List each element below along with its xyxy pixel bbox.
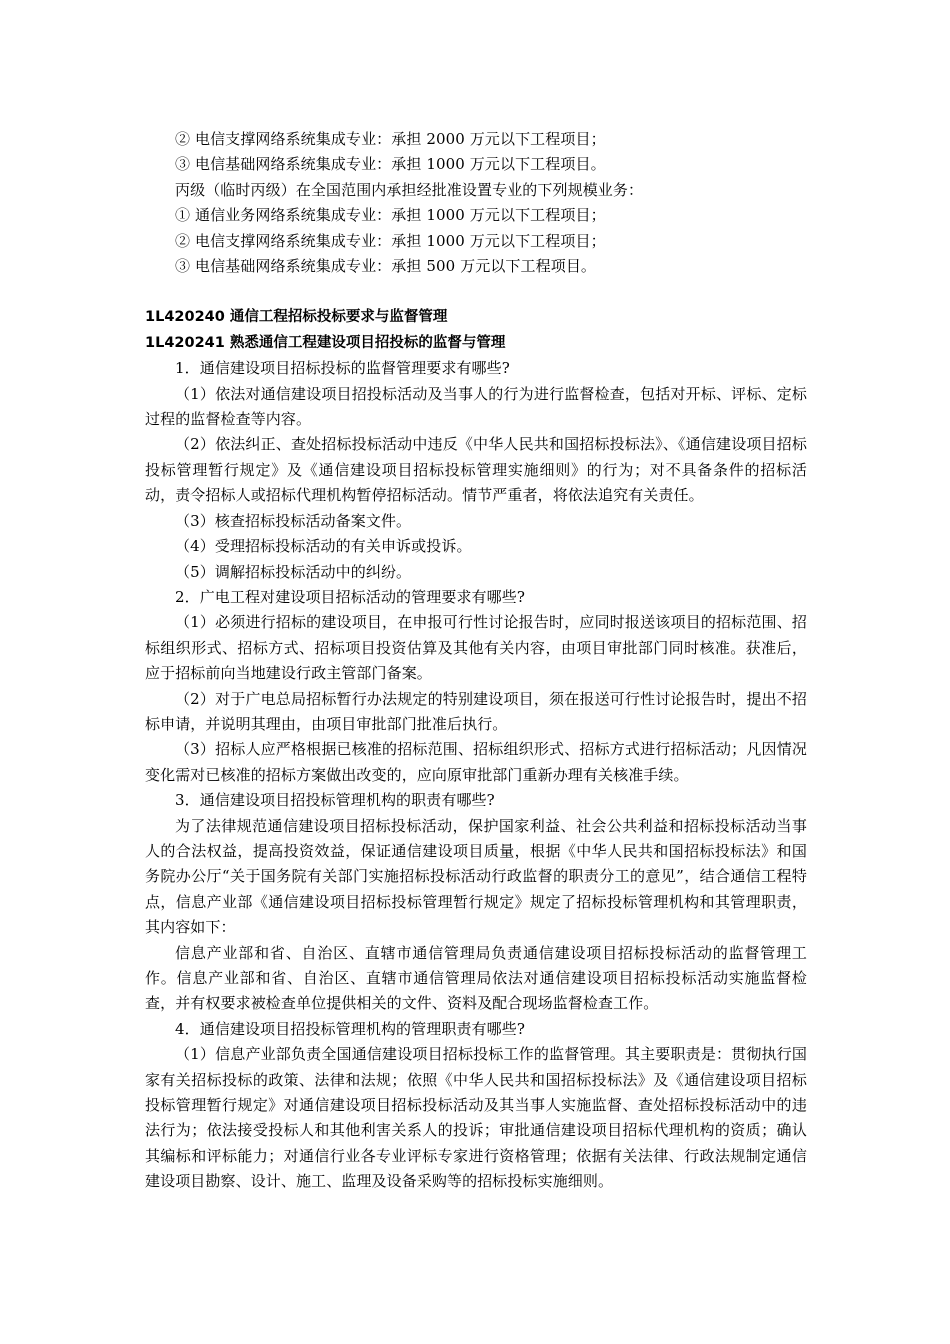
paragraph: 信息产业部和省、自治区、直辖市通信管理局负责通信建设项目招标投标活动的监督管理工作。信息产业部和省、自治区、直辖市通信管理局依法对通信建设项目招标投标活动实施监督检查，并有权要求被检查单位提供相关的文件、资料及配合现场监督检查工作。 bbox=[145, 943, 807, 1013]
paragraph: （5）调解招标投标活动中的纠纷。 bbox=[175, 562, 412, 581]
question-3: 3．通信建设项目招投标管理机构的职责有哪些? bbox=[175, 791, 495, 810]
intro-line: 丙级（临时丙级）在全国范围内承担经批准设置专业的下列规模业务： bbox=[175, 180, 644, 199]
document-body bbox=[145, 127, 807, 1195]
intro-line: ② 电信支撑网络系统集成专业：承担 2000 万元以下工程项目； bbox=[175, 130, 606, 148]
subsection-heading: 1L420241 熟悉通信工程建设项目招投标的监督与管理 bbox=[145, 334, 506, 351]
intro-line: ① 通信业务网络系统集成专业：承担 1000 万元以下工程项目； bbox=[175, 206, 606, 225]
paragraph: （3）招标人应严格根据已核准的招标范围、招标组织形式、招标方式进行招标活动；凡因情况变化需对已核准的招标方案做出改变的，应向原审批部门重新办理有关核准手续。 bbox=[145, 740, 807, 784]
paragraph: （3）核查招标投标活动备案文件。 bbox=[175, 511, 412, 530]
paragraph: （1）依法对通信建设项目招投标活动及当事人的行为进行监督检查，包括对开标、评标、定标过程的监督检查等内容。 bbox=[145, 384, 807, 429]
paragraph: （1）信息产业部负责全国通信建设项目招标投标工作的监督管理。其主要职责是：贯彻执行国家有关招标投标的政策、法律和法规；依照《中华人民共和国招标投标法》及《通信建设项目招标投标管理暂行规定》对通信建设项目招标投标活动及其当事人实施监督、查处招标投标活动中的违法行为；依法接受投标人和其他利害关系人的投诉；审批通信建设项目招标代理机构的资质；确认其编标和评标能力；对通信行业各专业评标专家进行资格管理；依据有关法律、行政法规制定通信建设项目勘察、设计、施工、监理及设备采购等的招标投标实施细则。 bbox=[145, 1045, 807, 1191]
paragraph: 为了法律规范通信建设项目招标投标活动，保护国家利益、社会公共利益和招标投标活动当事人的合法权益，提高投资效益，保证通信建设项目质量，根据《中华人民共和国招标投标法》和国务院办公厅“关于国务院有关部门实施招标投标活动行政监督的职责分工的意见”，结合通信工程特点，信息产业部《通信建设项目招标投标管理暂行规定》规定了招标投标管理机构和其管理职责，其内容如下： bbox=[145, 816, 807, 937]
question-4: 4．通信建设项目招投标管理机构的管理职责有哪些? bbox=[175, 1019, 525, 1038]
question-2: 2．广电工程对建设项目招标活动的管理要求有哪些? bbox=[175, 587, 525, 606]
section-heading: 1L420240 通信工程招标投标要求与监督管理 bbox=[145, 309, 448, 326]
section-gap bbox=[145, 279, 807, 305]
intro-line: ③ 电信基础网络系统集成专业：承担 500 万元以下工程项目。 bbox=[175, 257, 597, 276]
intro-line: ③ 电信基础网络系统集成专业：承担 1000 万元以下工程项目。 bbox=[175, 155, 606, 174]
paragraph: （1）必须进行招标的建设项目，在申报可行性讨论报告时，应同时报送该项目的招标范围、招标组织形式、招标方式、招标项目投资估算及其他有关内容，由项目审批部门同时核准。获准后，应于招标前向当地建设行政主管部门备案。 bbox=[145, 613, 807, 683]
question-1: 1．通信建设项目招标投标的监督管理要求有哪些? bbox=[175, 359, 510, 378]
paragraph: （2）对于广电总局招标暂行办法规定的特别建设项目，须在报送可行性讨论报告时，提出不招标申请，并说明其理由，由项目审批部门批准后执行。 bbox=[145, 689, 807, 733]
intro-line: ② 电信支撑网络系统集成专业：承担 1000 万元以下工程项目； bbox=[175, 231, 606, 250]
paragraph: （2）依法纠正、查处招标投标活动中违反《中华人民共和国招标投标法》、《通信建设项目招标投标管理暂行规定》及《通信建设项目招标投标管理实施细则》的行为；对不具备条件的招标活动，责令招标人或招标代理机构暂停招标活动。情节严重者，将依法追究有关责任。 bbox=[145, 435, 807, 505]
paragraph: （4）受理招标投标活动的有关申诉或投诉。 bbox=[175, 537, 472, 556]
